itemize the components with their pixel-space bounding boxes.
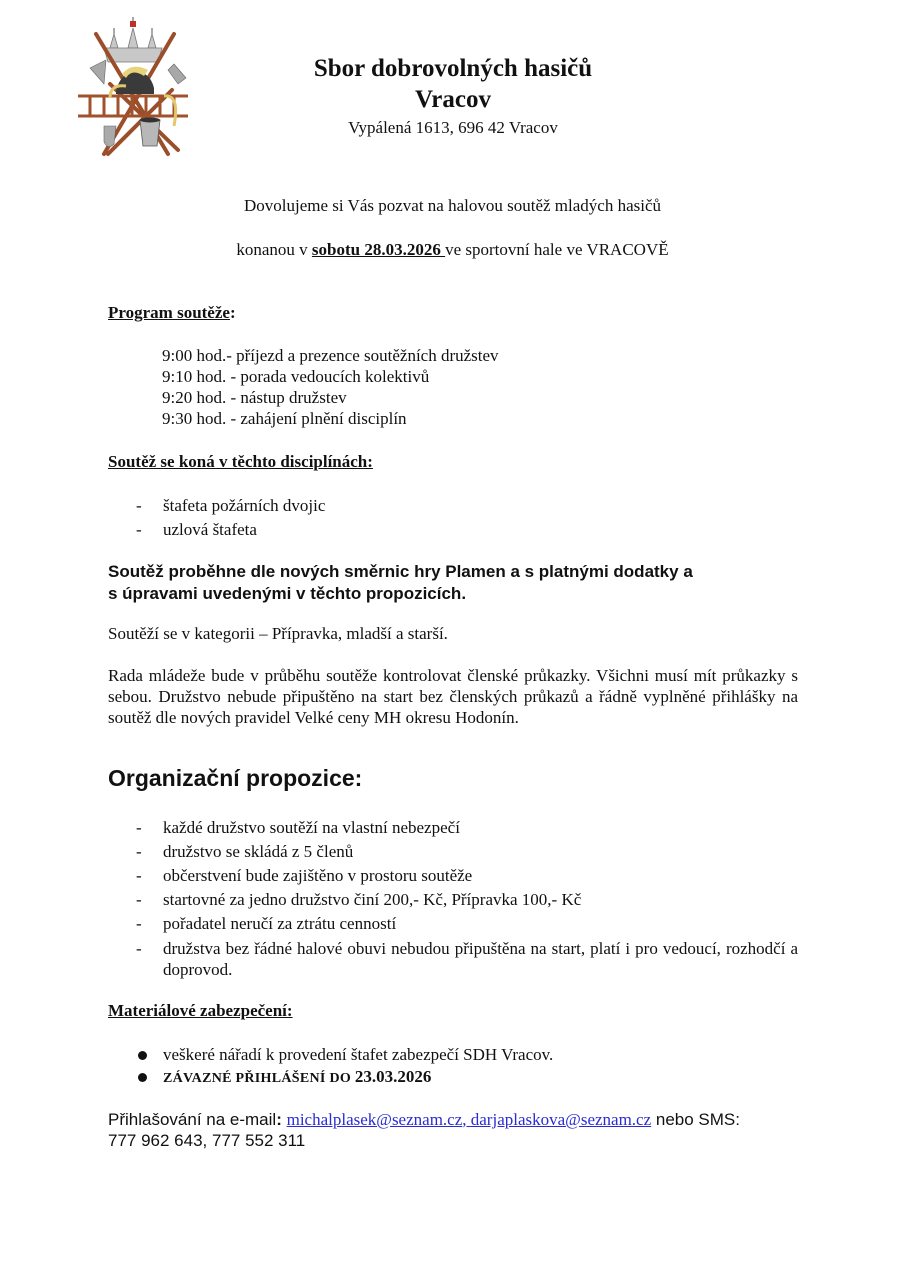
organization-list — [108, 816, 798, 980]
emblem-icon — [70, 14, 200, 162]
organization-item — [108, 912, 798, 936]
disciplines-heading — [108, 452, 373, 472]
dash-bullet-icon: - — [136, 842, 142, 861]
dash-bullet-icon: - — [136, 496, 142, 515]
rules-line: Soutěž proběhne dle nových směrnic hry Plamen a s platnými dodatky a — [108, 562, 693, 581]
dash-bullet-icon: - — [136, 939, 142, 958]
date-line-prefix: konanou v — [236, 240, 312, 259]
deadline-date: 23.03.2026 — [354, 1067, 432, 1086]
disciplines-heading-text: Soutěž se koná v těchto disciplínách: — [108, 452, 373, 471]
organization-address: Vypálená 1613, 696 42 Vracov — [348, 118, 558, 137]
dash-bullet-icon: - — [136, 914, 142, 933]
organization-item — [108, 938, 798, 980]
event-date-line — [0, 240, 905, 260]
dash-bullet-icon: - — [136, 818, 142, 837]
program-list — [162, 345, 499, 429]
program-item: 9:00 hod.- příjezd a prezence soutěžních družstev — [162, 346, 499, 365]
organization-item — [108, 840, 798, 864]
membership-paragraph: Rada mládeže bude v průběhu soutěže kontrolovat členské průkazky. Všichni musí mít průkazky s sebou. Družstvo nebude připuštěno na start bez členských průkazů a řádně vyplněné přihlášky na soutěž dle nových pravidel Velké ceny MH okresu Hodonín. — [108, 666, 798, 727]
email-link-michalplasek[interactable]: michalplasek@seznam.cz — [286, 1110, 463, 1129]
fire-brigade-emblem-logo — [70, 14, 200, 162]
registration-deadline — [108, 1066, 553, 1090]
event-date: sobotu 28.03.2026 — [311, 240, 446, 259]
organization-item — [108, 816, 798, 840]
invitation-line: Dovolujeme si Vás pozvat na halovou soutěž mladých hasičů — [243, 196, 662, 215]
program-item: 9:10 hod. - porada vedoucích kolektivů — [162, 367, 430, 386]
organization-town: Vracov — [415, 86, 491, 113]
dash-bullet-icon: - — [136, 890, 142, 909]
discipline-item — [108, 518, 798, 542]
deadline-label: ZÁVAZNÉ PŘIHLÁŠENÍ DO — [163, 1071, 355, 1086]
rules-line: s úpravami uvedenými v těchto propozicích. — [108, 584, 467, 603]
date-line-suffix: ve sportovní hale ve VRACOVĚ — [445, 240, 669, 259]
program-item: 9:30 hod. - zahájení plnění disciplín — [162, 409, 407, 428]
program-heading-colon: : — [229, 303, 236, 322]
material-item-text: veškeré nářadí k provedení štafet zabezpečí SDH Vracov. — [163, 1045, 554, 1064]
material-heading — [108, 1001, 293, 1021]
contact-colon: : — [276, 1110, 287, 1129]
material-heading-text: Materiálové zabezpečení: — [108, 1001, 293, 1020]
discipline-text: uzlová štafeta — [163, 520, 257, 539]
program-heading-text: Program soutěže — [108, 303, 230, 322]
organization-item-text: občerstvení bude zajištěno v prostoru soutěže — [163, 866, 473, 885]
organization-name: Sbor dobrovolných hasičů — [313, 55, 593, 82]
email-separator: , — [462, 1110, 471, 1129]
organization-item-text: pořadatel neručí za ztrátu cenností — [163, 914, 397, 933]
category-line: Soutěží se v kategorii – Přípravka, mladší a starší. — [108, 624, 448, 643]
material-item — [108, 1044, 553, 1066]
organization-item-text: družstva bez řádné halové obuvi nebudou připuštěna na start, platí i pro vedoucí, rozhodčí a doprovod. — [163, 939, 798, 979]
organization-item-text: každé družstvo soutěží na vlastní nebezpečí — [163, 818, 460, 837]
bullet-dot-icon — [138, 1051, 147, 1060]
material-list — [108, 1044, 553, 1090]
organization-item — [108, 864, 798, 888]
program-item: 9:20 hod. - nástup družstev — [162, 388, 347, 407]
email-link-darjaplaskova[interactable]: darjaplaskova@seznam.cz — [470, 1110, 652, 1129]
contact-prefix: Přihlašování na e-mail — [108, 1110, 277, 1129]
organization-item-text: startovné za jedno družstvo činí 200,- Kč, Přípravka 100,- Kč — [163, 890, 582, 909]
contact-phones: 777 962 643, 777 552 311 — [108, 1131, 306, 1150]
organization-item-text: družstvo se skládá z 5 členů — [163, 842, 354, 861]
contact-sms-label: nebo SMS: — [651, 1110, 740, 1129]
bullet-dot-icon — [138, 1073, 147, 1082]
rules-statement — [108, 561, 798, 605]
discipline-text: štafeta požárních dvojic — [163, 496, 326, 515]
disciplines-list — [108, 494, 798, 542]
contact-info — [108, 1109, 808, 1151]
dash-bullet-icon: - — [136, 866, 142, 885]
discipline-item — [108, 494, 798, 518]
organization-item — [108, 888, 798, 912]
program-heading — [108, 303, 236, 323]
contact-line — [108, 1109, 808, 1130]
organization-heading: Organizační propozice: — [108, 765, 363, 791]
dash-bullet-icon: - — [136, 520, 142, 539]
